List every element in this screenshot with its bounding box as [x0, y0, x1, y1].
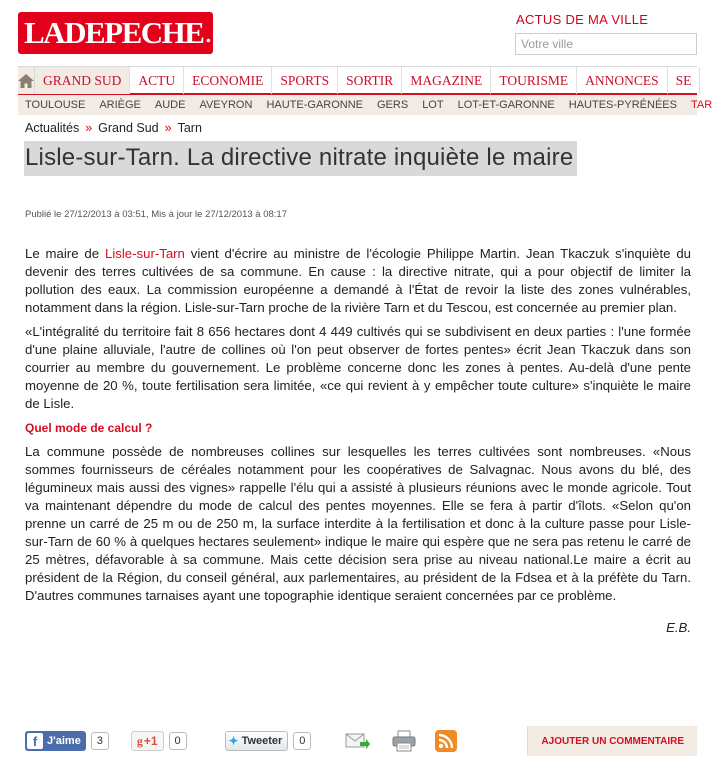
article-signature: E.B.: [666, 620, 691, 635]
subnav-item-tarn[interactable]: TAR: [690, 99, 713, 111]
facebook-like-button[interactable]: [25, 731, 86, 751]
google-plus-count: 0: [169, 732, 187, 750]
site-header: [0, 0, 697, 66]
breadcrumb-actualites[interactable]: Actualités: [25, 121, 80, 135]
article-paragraph: [25, 245, 691, 317]
nav-item-annonces[interactable]: ANNONCES: [577, 67, 668, 94]
article-title-highlight: [24, 141, 577, 176]
subnav-item-haute-garonne[interactable]: HAUTE-GARONNE: [266, 99, 363, 111]
breadcrumb: [25, 121, 202, 135]
share-bar: [25, 726, 697, 756]
lisle-sur-tarn-link[interactable]: Lisle-sur-Tarn: [105, 246, 185, 261]
nav-item-economie[interactable]: ECONOMIE: [184, 67, 272, 94]
subnav-item-hautes-pyrenees[interactable]: HAUTES-PYRÉNÉES: [568, 99, 677, 111]
article-body: [25, 245, 691, 637]
nav-item-actu[interactable]: ACTU: [130, 67, 184, 94]
twitter-bird-icon: ✦: [228, 734, 239, 748]
google-plus-button[interactable]: [131, 731, 164, 751]
nav-item-grand-sud[interactable]: GRAND SUD: [35, 67, 130, 94]
breadcrumb-separator: »: [85, 121, 93, 135]
facebook-like-label: J'aime: [47, 735, 81, 747]
rss-button[interactable]: [433, 730, 459, 752]
subnav-item-aude[interactable]: AUDE: [154, 99, 186, 111]
subnav-item-toulouse[interactable]: TOULOUSE: [25, 99, 86, 111]
add-comment-button[interactable]: AJOUTER UN COMMENTAIRE: [527, 726, 697, 756]
main-nav: [18, 66, 697, 95]
nav-item-more[interactable]: SE: [668, 67, 701, 94]
google-plus-label: +1: [143, 734, 158, 748]
home-button[interactable]: [18, 67, 35, 94]
email-share-button[interactable]: [345, 730, 371, 752]
article-title: Lisle-sur-Tarn. La directive nitrate inquiète le maire: [25, 144, 574, 171]
email-icon: [345, 731, 371, 751]
nav-item-sports[interactable]: SPORTS: [272, 67, 338, 94]
subnav-item-lot[interactable]: LOT: [422, 99, 444, 111]
actus-ville-title: ACTUS DE MA VILLE: [516, 12, 649, 27]
google-plus-icon: g: [136, 733, 143, 748]
article-paragraph: La commune possède de nombreuses collines sur lesquelles les terres cultivées sont nombreuses. «Nous sommes fournisseurs de céréales notamment pour les coopératives de Salvagnac. Nous avons du blé, des légumineux mais aussi des vignes» rappelle l'élu qui a assisté à plusieurs réunions avec le monde agricole. Tout va maintenant dépendre du mode de calcul des pentes moyennes. Elle se fera à partir d'îlots. «Selon qu'on prenne un carré de 25 m ou de 250 m, la surface interdite à la fertilisation et donc à la culture passe pour Lisle-sur-Tarn de 60 % à quelques hectares seulement» indique le maire qui espère que ne sera pas retenu le carré de 25 mètres, défavorable à sa commune. Mais cette décision sera prise au niveau national.Le maire a écrit au président de la Région, du conseil général, aux parlementaires, au président de la Fdsea et à la préfète du Tarn. D'autres communes tarnaises ayant une topographie identique seraient concernées par ce problème.: [25, 444, 691, 603]
paragraph-text: vient d'écrire au ministre de l'écologie Philippe Martin. Jean Tkaczuk s'inquiète du devenir des terres cultivées de sa commune. En cause : la directive nitrate, qui a pour objectif de limiter la pollution des eaux. La commission européenne a demandé à l'État de revoir la liste des zones vulnérables, notamment dans la région. Lisle-sur-Tarn proche de la rivière Tarn et du Tescou, est concernée au premier plan.: [25, 246, 691, 315]
tweet-label: Tweeter: [241, 735, 283, 747]
home-icon: [18, 74, 34, 88]
logo-main-text: LADEPECHE: [24, 15, 204, 50]
paragraph-text: Le maire de: [25, 246, 105, 261]
breadcrumb-separator: »: [164, 121, 172, 135]
facebook-icon: f: [27, 733, 43, 749]
ville-search-input[interactable]: [515, 33, 697, 55]
breadcrumb-tarn[interactable]: Tarn: [177, 121, 202, 135]
subnav-item-ariege[interactable]: ARIÈGE: [99, 99, 141, 111]
rss-icon: [435, 730, 457, 752]
printer-icon: [392, 730, 416, 752]
print-button[interactable]: [391, 730, 417, 752]
nav-item-tourisme[interactable]: TOURISME: [491, 67, 577, 94]
logo-suffix-text: .fr: [205, 16, 233, 49]
facebook-like-count: 3: [91, 732, 109, 750]
ladepeche-logo[interactable]: [18, 12, 233, 54]
breadcrumb-grand-sud[interactable]: Grand Sud: [98, 121, 159, 135]
article-paragraph: «L'intégralité du territoire fait 8 656 hectares dont 4 449 cultivés qui se subdivisent en deux parties : l'une formée d'une plaine alluviale, l'autre de collines où l'on peut observer de fortes pentes» écrit Jean Tkaczuk dans son courrier au membre du gouvernement. Le problème concerne donc les zones à pentes. Au-delà d'une pente moyenne de 20 %, toute fertilisation sera limitée, «ce qui revient à y empêcher toute culture» s'inquiète le maire de Lisle.: [25, 324, 691, 411]
publish-date: Publié le 27/12/2013 à 03:51, Mis à jour le 27/12/2013 à 08:17: [25, 209, 287, 220]
tweet-button[interactable]: [225, 731, 289, 751]
nav-item-sortir[interactable]: SORTIR: [338, 67, 402, 94]
sub-nav: [18, 95, 713, 115]
article-subhead: Quel mode de calcul ?: [25, 421, 153, 435]
subnav-item-aveyron[interactable]: AVEYRON: [199, 99, 253, 111]
nav-item-magazine[interactable]: MAGAZINE: [402, 67, 491, 94]
tweet-count: 0: [293, 732, 311, 750]
subnav-item-gers[interactable]: GERS: [377, 99, 409, 111]
subnav-item-lot-et-garonne[interactable]: LOT-ET-GARONNE: [457, 99, 555, 111]
